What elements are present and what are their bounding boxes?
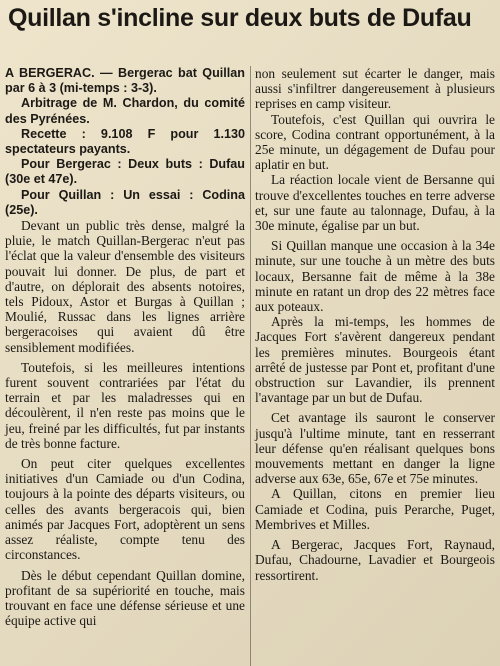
article-paragraph: La réaction locale vient de Bersanne qui trouve d'excellentes touches en terre adverse et, sur une faute au talonnage, Dufau, à la 30e minute, égalise par un but. [255,172,495,234]
match-result: A BERGERAC. — Bergerac bat Quillan par 6 à 3 (mi-temps : 3-3). [5,66,245,96]
article-paragraph: Toutefois, si les meilleures intentions furent souvent contrariées par l'état du terrain et par les maladresses qui en découlèrent, il n'en reste pas moins que le jeu, freiné par les difficultés, fut par instants de très bonne facture. [5,359,245,451]
article-paragraph: Toutefois, c'est Quillan qui ouvrira le score, Codina contrant opportunément, à la 25e minute, un dégagement de Dufau pour aplatir en but. [255,111,495,173]
article-right-column [255,66,495,583]
quillan-scorers: Pour Quillan : Un essai : Codina (25e). [5,187,245,217]
article-paragraph: On peut citer quelques excellentes initiatives d'un Camiade ou d'un Codina, toujours à la pointe des départs visiteurs, ou celles des avants bergeracois qui, bien animés par Jacques Fort, adoptèrent un sens assez réaliste, compte tenu des circonstances. [5,456,245,563]
article-headline: Quillan s'incline sur deux buts de Dufau [8,4,472,32]
article-paragraph: A Bergerac, Jacques Fort, Raynaud, Dufau, Chadourne, Lavadier et Bourgeois ressortirent. [255,537,495,583]
bergerac-scorers: Pour Bergerac : Deux buts : Dufau (30e et 47e). [5,157,245,187]
article-paragraph: Dès le début cependant Quillan domine, profitant de sa supériorité en touche, mais trouvant en face une défense sérieuse et une équipe active qui [5,567,245,629]
column-divider [250,66,251,666]
article-left-column [5,66,245,628]
article-paragraph: Devant un public très dense, malgré la pluie, le match Quillan-Bergerac n'eut pas l'éclat que la valeur d'ensemble des visiteurs pouvait lui donner. De plus, de part et d'autre, on déplorait des absents notoires, tels Pidoux, Astor et Burgas à Quillan ; Moulié, Russac dans les lignes arrière bergeracoises qui avaient dû être sensiblement modifiées. [5,218,245,355]
referee-info: Arbitrage de M. Chardon, du comité des Pyrénées. [5,96,245,126]
article-paragraph: Si Quillan manque une occasion à la 34e minute, sur une touche à un mètre des buts locaux, Bersanne fait de même à la 38e minute en ratant un drop des 22 mètres face aux poteaux. [255,238,495,315]
article-paragraph: Après la mi-temps, les hommes de Jacques Fort s'avèrent dangereux pendant les premières minutes. Bourgeois étant arrêté de justesse par Pont et, profitant d'une obstruction sur Lavandier, ils prennent l'avantage par un but de Dufau. [255,314,495,406]
article-paragraph: Cet avantage ils sauront le conserver jusqu'à l'ultime minute, tant en resserrant leur défense qu'en réalisant quelques bons mouvements mettant en danger la ligne adverse aux 63e, 65e, 67e et 75e minutes. [255,410,495,487]
article-paragraph: non seulement sut écarter le danger, mais aussi s'infiltrer dangereusement à plusieurs reprises en camp visiteur. [255,66,495,112]
article-paragraph: A Quillan, citons en premier lieu Camiade et Codina, puis Perarche, Puget, Membrives et Milles. [255,486,495,532]
gate-receipts: Recette : 9.108 F pour 1.130 spectateurs payants. [5,126,245,157]
